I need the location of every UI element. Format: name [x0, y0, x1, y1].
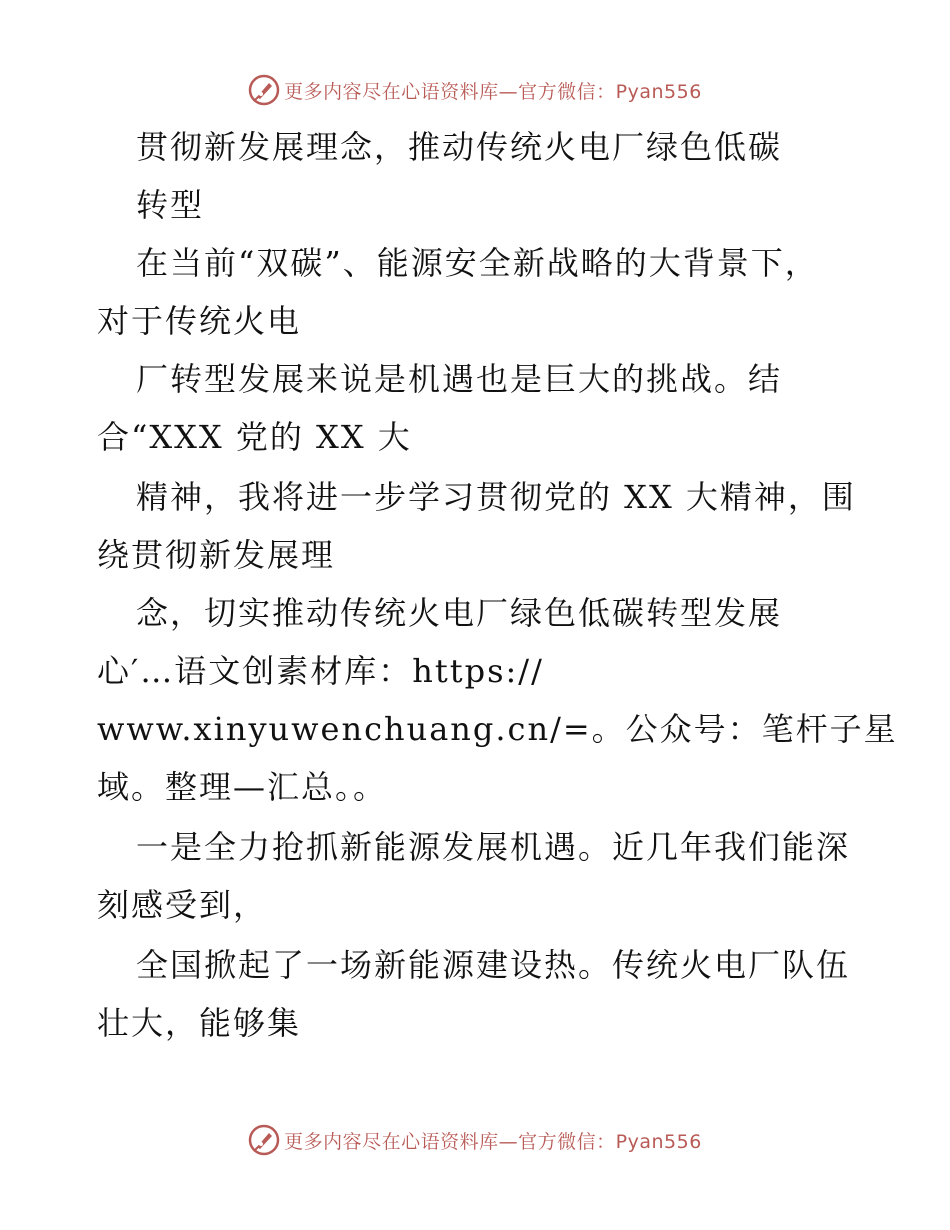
watermark-text: 更多内容尽在心语资料库—官方微信：Pyan556 — [284, 80, 702, 103]
text-line: 心′…语文创素材库：https:// — [97, 652, 544, 690]
text-line: 对于传统火电 — [97, 302, 302, 340]
text-line: 域。整理—汇总。。 — [97, 768, 388, 806]
text-line: 转型 — [136, 186, 205, 224]
text-line: www.xinyuwenchuang.cn/=。公众号：笔杆子星 — [97, 710, 898, 748]
text-line: 精神，我将进一步学习贯彻党的 XX 大精神，围 — [136, 478, 856, 516]
text-line: 全国掀起了一场新能源建设热。传统火电厂队伍 — [136, 946, 851, 984]
pen-nib-logo-icon — [248, 1124, 280, 1156]
watermark-text: 更多内容尽在心语资料库—官方微信：Pyan556 — [284, 1130, 702, 1153]
text-line: 贯彻新发展理念，推动传统火电厂绿色低碳 — [136, 128, 783, 166]
text-line: 厂转型发展来说是机遇也是巨大的挑战。结 — [136, 360, 783, 398]
text-line: 壮大，能够集 — [97, 1004, 302, 1042]
text-line: 刻感受到， — [97, 886, 268, 924]
text-line: 一是全力抢抓新能源发展机遇。近几年我们能深 — [136, 828, 851, 866]
text-line: 绕贯彻新发展理 — [97, 536, 336, 574]
watermark-footer — [0, 1120, 950, 1160]
text-line: 合“XXX 党的 XX 大 — [97, 418, 412, 456]
text-line: 念，切实推动传统火电厂绿色低碳转型发展 — [136, 594, 783, 632]
text-line: 在当前“双碳”、能源安全新战略的大背景下， — [136, 244, 819, 282]
